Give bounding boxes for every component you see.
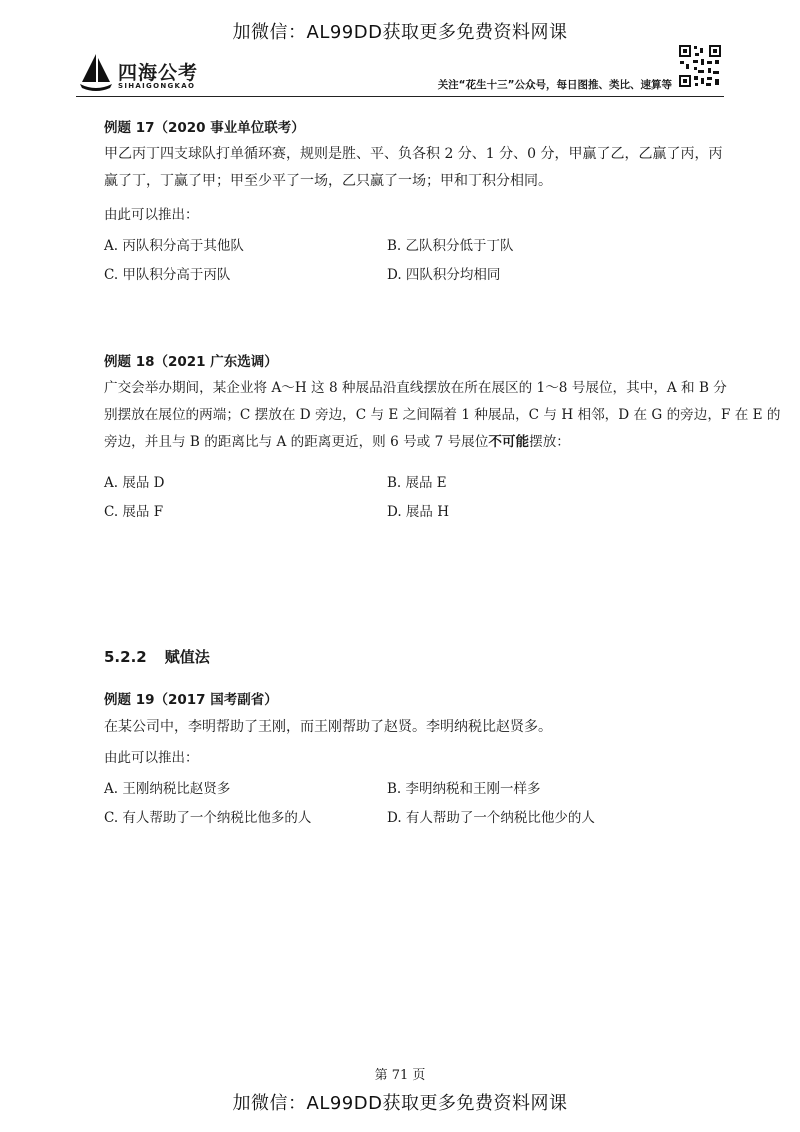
section-title: 赋值法 xyxy=(164,648,210,666)
q17-option-d: D. 四队积分均相同 xyxy=(387,267,501,283)
q18-option-d: D. 展品 H xyxy=(387,504,449,520)
sailboat-logo-icon xyxy=(78,52,114,92)
q17-stem-line-2: 赢了丁，丁赢了甲；甲至少平了一场，乙只赢了一场；甲和丁积分相同。 xyxy=(104,173,552,189)
q17-option-a: A. 丙队积分高于其他队 xyxy=(104,238,244,254)
logo-text: 四海公考 xyxy=(118,62,199,84)
q17-stem-line-1: 甲乙丙丁四支球队打单循环赛，规则是胜、平、负各积 2 分、1 分、0 分，甲赢了乙，乙赢了丙，丙 xyxy=(104,146,723,162)
q18-stem xyxy=(104,375,781,456)
section-heading xyxy=(104,646,210,667)
q19-title: 例题 19（2017 国考副省） xyxy=(104,692,278,708)
header-divider xyxy=(76,96,724,97)
q18-stem-line-3 xyxy=(104,429,718,456)
q18-stem-line-2: 别摆放在展位的两端；C 摆放在 D 旁边，C 与 E 之间隔着 1 种展品，C 与 H 相邻，D 在 G 的旁边，F 在 E 的 xyxy=(104,407,781,423)
q19-option-c: C. 有人帮助了一个纳税比他多的人 xyxy=(104,810,312,826)
q19-option-b: B. 李明纳税和王刚一样多 xyxy=(387,781,541,797)
q17-stem xyxy=(104,141,723,195)
q19-option-a: A. 王刚纳税比赵贤多 xyxy=(104,781,231,797)
qr-code-icon xyxy=(678,44,722,88)
section-number: 5.2.2 xyxy=(104,648,147,666)
q17-title: 例题 17（2020 事业单位联考） xyxy=(104,120,305,136)
bottom-banner: 加微信：AL99DD获取更多免费资料网课 xyxy=(232,1093,568,1114)
page-number: 第 71 页 xyxy=(374,1068,426,1083)
top-banner: 加微信：AL99DD获取更多免费资料网课 xyxy=(232,22,568,43)
q19-option-d: D. 有人帮助了一个纳税比他少的人 xyxy=(387,810,595,826)
logo-subtext: SIHAIGONGKAO xyxy=(118,82,196,90)
q19-stem: 在某公司中，李明帮助了王刚，而王刚帮助了赵贤。李明纳税比赵贤多。 xyxy=(104,719,552,735)
q18-option-c: C. 展品 F xyxy=(104,504,164,520)
q18-stem-line-1: 广交会举办期间，某企业将 A～H 这 8 种展品沿直线摆放在所在展区的 1～8 号展位，其中，A 和 B 分 xyxy=(104,380,727,396)
q18-option-a: A. 展品 D xyxy=(104,475,165,491)
header-tagline: 关注“花生十三”公众号，每日图推、类比、速算等 xyxy=(437,79,672,91)
q18-stem-line-3-post: 摆放： xyxy=(529,434,570,450)
q18-option-b: B. 展品 E xyxy=(387,475,447,491)
q18-stem-line-3-pre: 旁边，并且与 B 的距离比与 A 的距离更近，则 6 号或 7 号展位 xyxy=(104,434,489,450)
q18-emphasis: 不可能 xyxy=(488,434,530,450)
q19-prompt: 由此可以推出： xyxy=(104,750,199,766)
q17-prompt: 由此可以推出： xyxy=(104,207,199,223)
q18-title: 例题 18（2021 广东选调） xyxy=(104,354,278,370)
q17-option-c: C. 甲队积分高于丙队 xyxy=(104,267,231,283)
q17-option-b: B. 乙队积分低于丁队 xyxy=(387,238,514,254)
